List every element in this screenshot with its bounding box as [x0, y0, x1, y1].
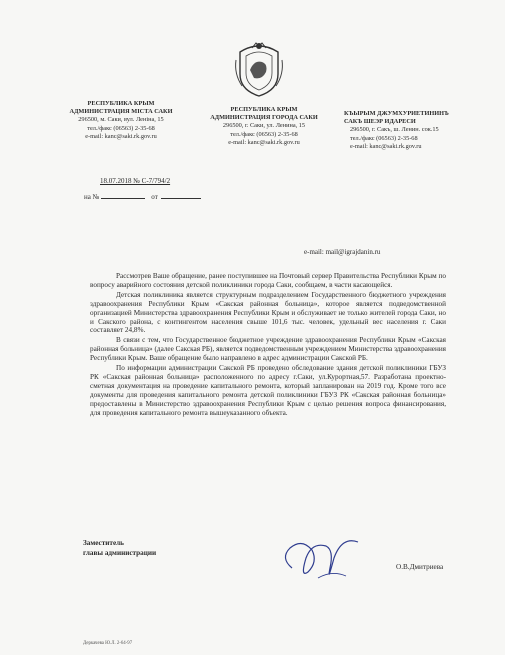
header-center-address: 296500, г. Саки, ул. Ленина, 15 [222, 122, 306, 130]
body-paragraph: Детская поликлиника является структурным подразделением Государственного бюджетного учреждения здравоохранения Республики Крым «Сакская районная больница», которое является подведомственной организацией Министерства здравоохранения Республики Крым и обслуживает не только жителей города Саки, но и Сакского района, с контингентом населения свыше 101,6 тыс. человек, удельный вес населения г. Саки составляет 24,8%. [90, 290, 446, 335]
header-right-address: 296500, г. Сакъ, ш. Ленин. сок.15 [350, 126, 439, 134]
signatory-name: О.В.Дмитриева [396, 563, 444, 571]
header-left-line2: АДМИНИСТРАЦИЯ МІСТА САКИ [69, 108, 173, 116]
header-right-line2: САКЪ ШЕЭР ИДАРЕСИ [344, 118, 416, 126]
letter-body [90, 272, 446, 419]
coat-of-arms-emblem [232, 40, 286, 98]
header-left-address: 296500, м. Саки, вул. Леніна, 15 [78, 116, 164, 124]
header-center-email: e-mail: kanc@saki.rk.gov.ru [228, 138, 300, 146]
executor-note: Деркачева Ю.Л. 2-64-97 [83, 641, 133, 646]
reference-date-label: от [151, 193, 158, 201]
header-center-phone: тел./факс (06563) 2-35-68 [230, 130, 298, 138]
recipient-email: e-mail: mail@igrajdanin.ru [304, 248, 381, 256]
signatory-title-line1: Заместитель [83, 539, 124, 547]
header-center-line2: АДМИНИСТРАЦИЯ ГОРОДА САКИ [210, 114, 318, 122]
header-right-line1: КЪЫРЫМ ДЖУМХУРИЕТИНИНЪ [344, 110, 449, 117]
body-paragraph: По информации администрации Сакской РБ проведено обследование здания детской поликлиники ГБУЗ РК «Сакская районная больница» расположенного по адресу г.Саки, ул.Курортная,57. Разработана проектно-сметная документация на проведение капитального ремонта, который запланирован на 2019 год. Кроме того все документы для проведения капитального ремонта детской поликлиники ГБУЗ РК «Сакская районная больница» предоставлены в Министерство здравоохранения Республики Крым с целью решения вопроса финансирования, для проведения капитального ремонта вышеуказанного объекта. [90, 364, 446, 417]
signatory-title [83, 538, 156, 558]
reference-number-label: на № [84, 193, 100, 201]
reference-line [84, 192, 201, 202]
handwritten-signature [272, 528, 376, 590]
header-right-email: e-mail: kanc@saki.rk.gov.ru [350, 142, 422, 150]
reference-date-blank [161, 198, 201, 199]
header-left-block [62, 100, 180, 141]
header-right-phone: тел./факс (06563) 2-35-68 [350, 134, 418, 142]
signatory-title-line2: главы администрации [83, 549, 157, 557]
header-left-phone: тел./факс (06563) 2-35-68 [87, 124, 155, 132]
registration-date-number: 18.07.2018 № С-7/794/2 [100, 177, 171, 185]
header-left-line1: РЕСПУБЛИКА КРЫМ [87, 100, 155, 107]
header-center-line1: РЕСПУБЛИКА КРЫМ [230, 106, 298, 113]
reference-number-blank [101, 198, 145, 199]
header-right-block [342, 110, 478, 151]
header-center-block [198, 106, 330, 147]
body-paragraph: В связи с тем, что Государственное бюджетное учреждение здравоохранения Республики Крым «Сакская районная больница» (далее Сакская РБ), является подведомственным учреждением Министерства здравоохранения Республики Крым. Ваше обращение было направлено в адрес администрации Сакской РБ. [90, 336, 446, 363]
registration-number [100, 176, 170, 186]
body-paragraph: Рассмотрев Ваше обращение, ранее поступившее на Почтовый сервер Правительства Республики Крым по вопросу аварийного состояния детской поликлиники города Саки, сообщаем, в части касающейся. [90, 272, 446, 289]
header-left-email: e-mail: kanc@saki.rk.gov.ru [85, 132, 157, 140]
